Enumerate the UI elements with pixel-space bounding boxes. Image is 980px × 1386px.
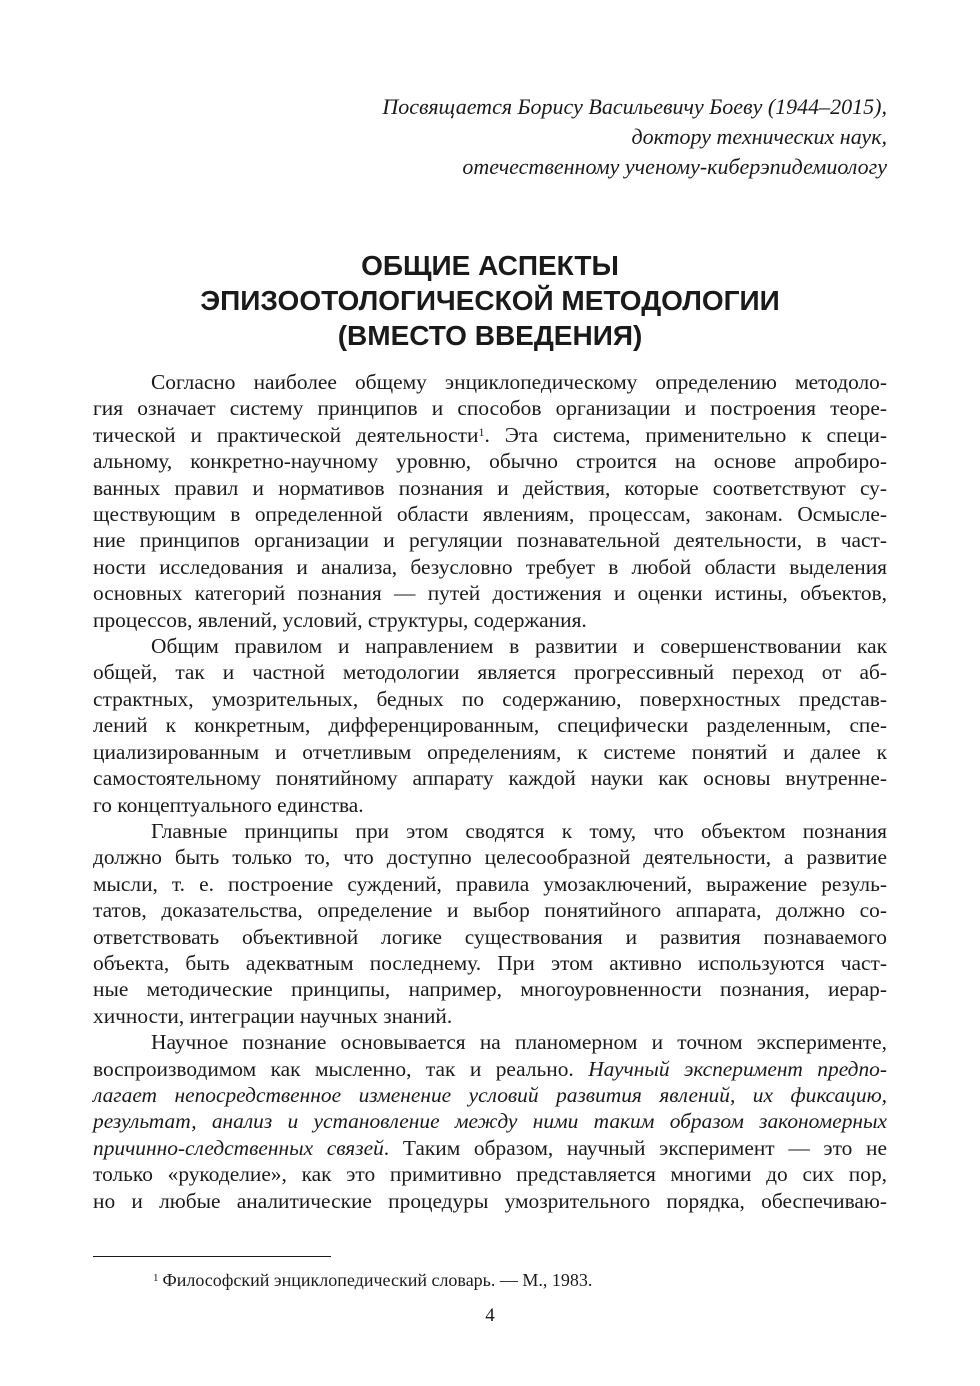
text-line: альному, конкретно-научному уровню, обычно строится на основе апробиро- bbox=[93, 449, 887, 474]
text-line: основных категорий познания — путей достижения и оценки истины, объектов, bbox=[93, 581, 887, 606]
text-line: циализированным и отчетливым определениям, к системе понятий и далее к bbox=[93, 739, 887, 764]
text-line: должно быть только то, что доступно целесообразной деятельности, а развитие bbox=[93, 845, 887, 870]
paragraph-3 bbox=[93, 818, 887, 1029]
text-line: Главные принципы при этом сводятся к тому, что объектом познания bbox=[151, 818, 887, 843]
text-line: страктных, умозрительных, бедных по содержанию, поверхностных представ- bbox=[93, 686, 887, 711]
text-line: татов, доказательства, определение и выбор понятийного аппарата, должно со- bbox=[93, 898, 887, 923]
text-line: ванных правил и нормативов познания и действия, которые соответствуют су- bbox=[93, 475, 887, 500]
text-line: объекта, быть адекватным последнему. При этом активно используются част- bbox=[93, 950, 887, 975]
text-line bbox=[93, 422, 887, 448]
dedication-line: Посвящается Борису Васильевичу Боеву (1944–2015), bbox=[382, 94, 887, 119]
italic-segment: причинно-следственных связей bbox=[93, 1135, 384, 1160]
text-segment: воспроизводимом как мысленно, так и реально. bbox=[93, 1056, 589, 1081]
text-line: только «рукоделие», как это примитивно представляется многими до сих пор, bbox=[93, 1162, 887, 1187]
text-line: лагает непосредственное изменение условий развития явлений, их фиксацию, bbox=[93, 1082, 887, 1107]
text-line: ные методические принципы, например, многоуровненности познания, иерар- bbox=[93, 977, 887, 1002]
text-line: Общим правилом и направлением в развитии и совершенствовании как bbox=[151, 634, 887, 659]
paragraph-1 bbox=[93, 369, 887, 633]
footnote-divider bbox=[93, 1256, 331, 1257]
text-line: результат, анализ и установление между ними таким образом закономерных bbox=[93, 1109, 887, 1134]
footnote-reference[interactable]: 1 bbox=[478, 424, 485, 439]
text-line: гия означает систему принципов и способов организации и построения теоре- bbox=[93, 396, 887, 421]
chapter-title bbox=[93, 248, 887, 353]
body-text bbox=[93, 369, 887, 1214]
dedication-line: отечественному ученому-киберэпидемиологу bbox=[462, 154, 887, 179]
text-segment: . Эта система, применительно к специ- bbox=[484, 422, 887, 447]
text-line: ществующим в определенной области явлениям, процессам, законам. Осмысле- bbox=[93, 502, 887, 527]
text-line: мысли, т. е. построение суждений, правила умозаключений, выражение резуль- bbox=[93, 871, 887, 896]
page-number: 4 bbox=[485, 1305, 495, 1326]
text-line: процессов, явлений, условий, структуры, содержания. bbox=[93, 607, 587, 632]
text-line: общей, так и частной методологии является прогрессивный переход от аб- bbox=[93, 660, 887, 685]
text-line bbox=[93, 1056, 887, 1082]
text-line: ности исследования и анализа, безусловно требует в любой области выделения bbox=[93, 554, 887, 579]
footnote bbox=[153, 1268, 592, 1292]
text-segment: . Таким образом, научный эксперимент — это не bbox=[383, 1135, 887, 1160]
text-line: но и любые аналитические процедуры умозрительного порядка, обеспечиваю- bbox=[93, 1188, 887, 1213]
text-line: го концептуального единства. bbox=[93, 792, 364, 817]
text-segment: тической и практической деятельности bbox=[93, 422, 479, 447]
paragraph-2 bbox=[93, 633, 887, 818]
text-line: ние принципов организации и регуляции познавательной деятельности, в част- bbox=[93, 528, 887, 553]
document-page bbox=[93, 0, 887, 1386]
dedication-line: доктору технических наук, bbox=[631, 124, 887, 149]
title-line: ОБЩИЕ АСПЕКТЫ bbox=[361, 250, 619, 281]
text-line: хичности, интеграции научных знаний. bbox=[93, 1003, 453, 1028]
paragraph-4 bbox=[93, 1029, 887, 1214]
title-line: ЭПИЗООТОЛОГИЧЕСКОЙ МЕТОДОЛОГИИ bbox=[200, 285, 780, 316]
italic-segment: Научный эксперимент предпо- bbox=[588, 1056, 887, 1081]
text-line: Согласно наиболее общему энциклопедическому определению методоло- bbox=[151, 370, 887, 394]
dedication bbox=[382, 92, 887, 182]
text-line: ответствовать объективной логике существования и развития познаваемого bbox=[93, 924, 887, 949]
text-line: самостоятельному понятийному аппарату каждой науки как основы внутренне- bbox=[93, 766, 887, 791]
footnote-marker: 1 bbox=[153, 1272, 159, 1284]
text-line: лений к конкретным, дифференцированным, специфически разделенным, спе- bbox=[93, 713, 887, 738]
text-line bbox=[93, 1135, 887, 1161]
title-line: (ВМЕСТО ВВЕДЕНИЯ) bbox=[337, 320, 643, 351]
text-line: Научное познание основывается на планомерном и точном эксперименте, bbox=[151, 1030, 887, 1055]
footnote-text: Философский энциклопедический словарь. — М., 1983. bbox=[162, 1270, 593, 1290]
